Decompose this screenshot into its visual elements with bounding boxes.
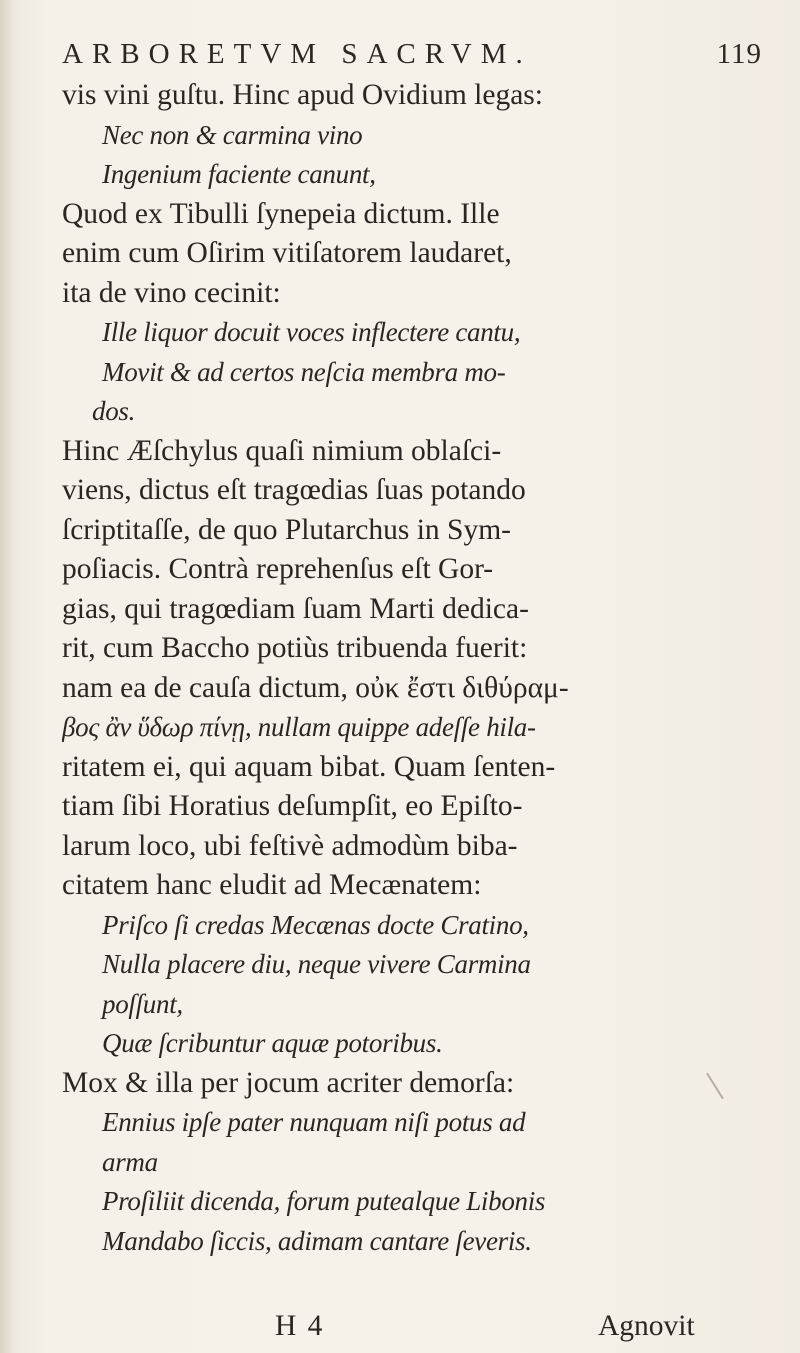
running-header (62, 38, 762, 71)
catchword: Agnovit (598, 1310, 695, 1342)
verse-line: Nulla placere diu, neque vivere Carmina (102, 949, 531, 979)
verse-line: dos. (92, 396, 136, 426)
page-gutter-shadow (0, 0, 14, 1353)
verse-line: Priſco ſi credas Mecænas docte Cratino, (102, 909, 529, 940)
signature-mark: H 4 (275, 1310, 325, 1342)
text-line: ritatem ei, qui aquam bibat. Quam ſenten- (62, 750, 556, 783)
running-title: ARBORETVM SACRVM. (62, 38, 532, 70)
verse-line: Ille liquor docuit voces inflectere cantu, (102, 317, 521, 347)
verse-line: Movit & ad certos neſcia membra mo- (102, 356, 506, 387)
body-text (62, 76, 762, 1261)
text-line: enim cum Oſirim vitiſatorem laudaret, (62, 237, 512, 269)
text-line: nam ea de cauſa dictum, οὐκ ἔστι διθύραμ- (62, 671, 569, 704)
text-line: poſiacis. Contrà reprehenſus eſt Gor- (62, 553, 494, 585)
text-line: citatem hanc eludit ad Mecænatem: (62, 869, 482, 901)
verse-line: Nec non & carmina vino (102, 119, 363, 150)
verse-line: Proſiliit dicenda, forum putealque Libonis (102, 1186, 546, 1216)
verse-line: Ennius ipſe pater nunquam niſi potus ad (102, 1107, 526, 1137)
text-line: viens, dictus eſt tragœdias ſuas potando (62, 474, 526, 506)
verse-line: Mandabo ſiccis, adimam cantare ſeveris. (102, 1225, 532, 1256)
text-line: gias, qui tragœdiam ſuam Marti dedica- (62, 592, 529, 625)
verse-line: Quæ ſcribuntur aquæ potoribus. (102, 1028, 443, 1058)
text-line: Hinc Æſchylus quaſi nimium oblaſci- (62, 434, 502, 467)
page-number: 119 (716, 38, 762, 70)
text-line: Quod ex Tibulli ſynepeia dictum. Ille (62, 197, 500, 230)
verse-line: arma (102, 1146, 158, 1177)
text-line: rit, cum Baccho potiùs tribuenda fuerit: (62, 632, 528, 664)
text-line: ita de vino cecinit: (62, 276, 281, 309)
text-line: tiam ſibi Horatius deſumpſit, eo Epiſto- (62, 790, 523, 822)
text-line: Mox & illa per jocum acriter demorſa: (62, 1066, 515, 1099)
text-line: vis vini guſtu. Hinc apud Ovidium legas: (62, 79, 543, 111)
text-line: larum loco, ubi feſtivè admodùm biba- (62, 829, 518, 862)
verse-line: poſſunt, (102, 988, 183, 1019)
text-line: βος ἂν ὕδωρ πίνῃ, nullam quippe adeſſe hila- (62, 712, 536, 742)
page-footer (0, 1310, 800, 1350)
verse-line: Ingenium faciente canunt, (102, 159, 376, 189)
text-line: ſcriptitaſſe, de quo Plutarchus in Sym- (62, 513, 511, 546)
